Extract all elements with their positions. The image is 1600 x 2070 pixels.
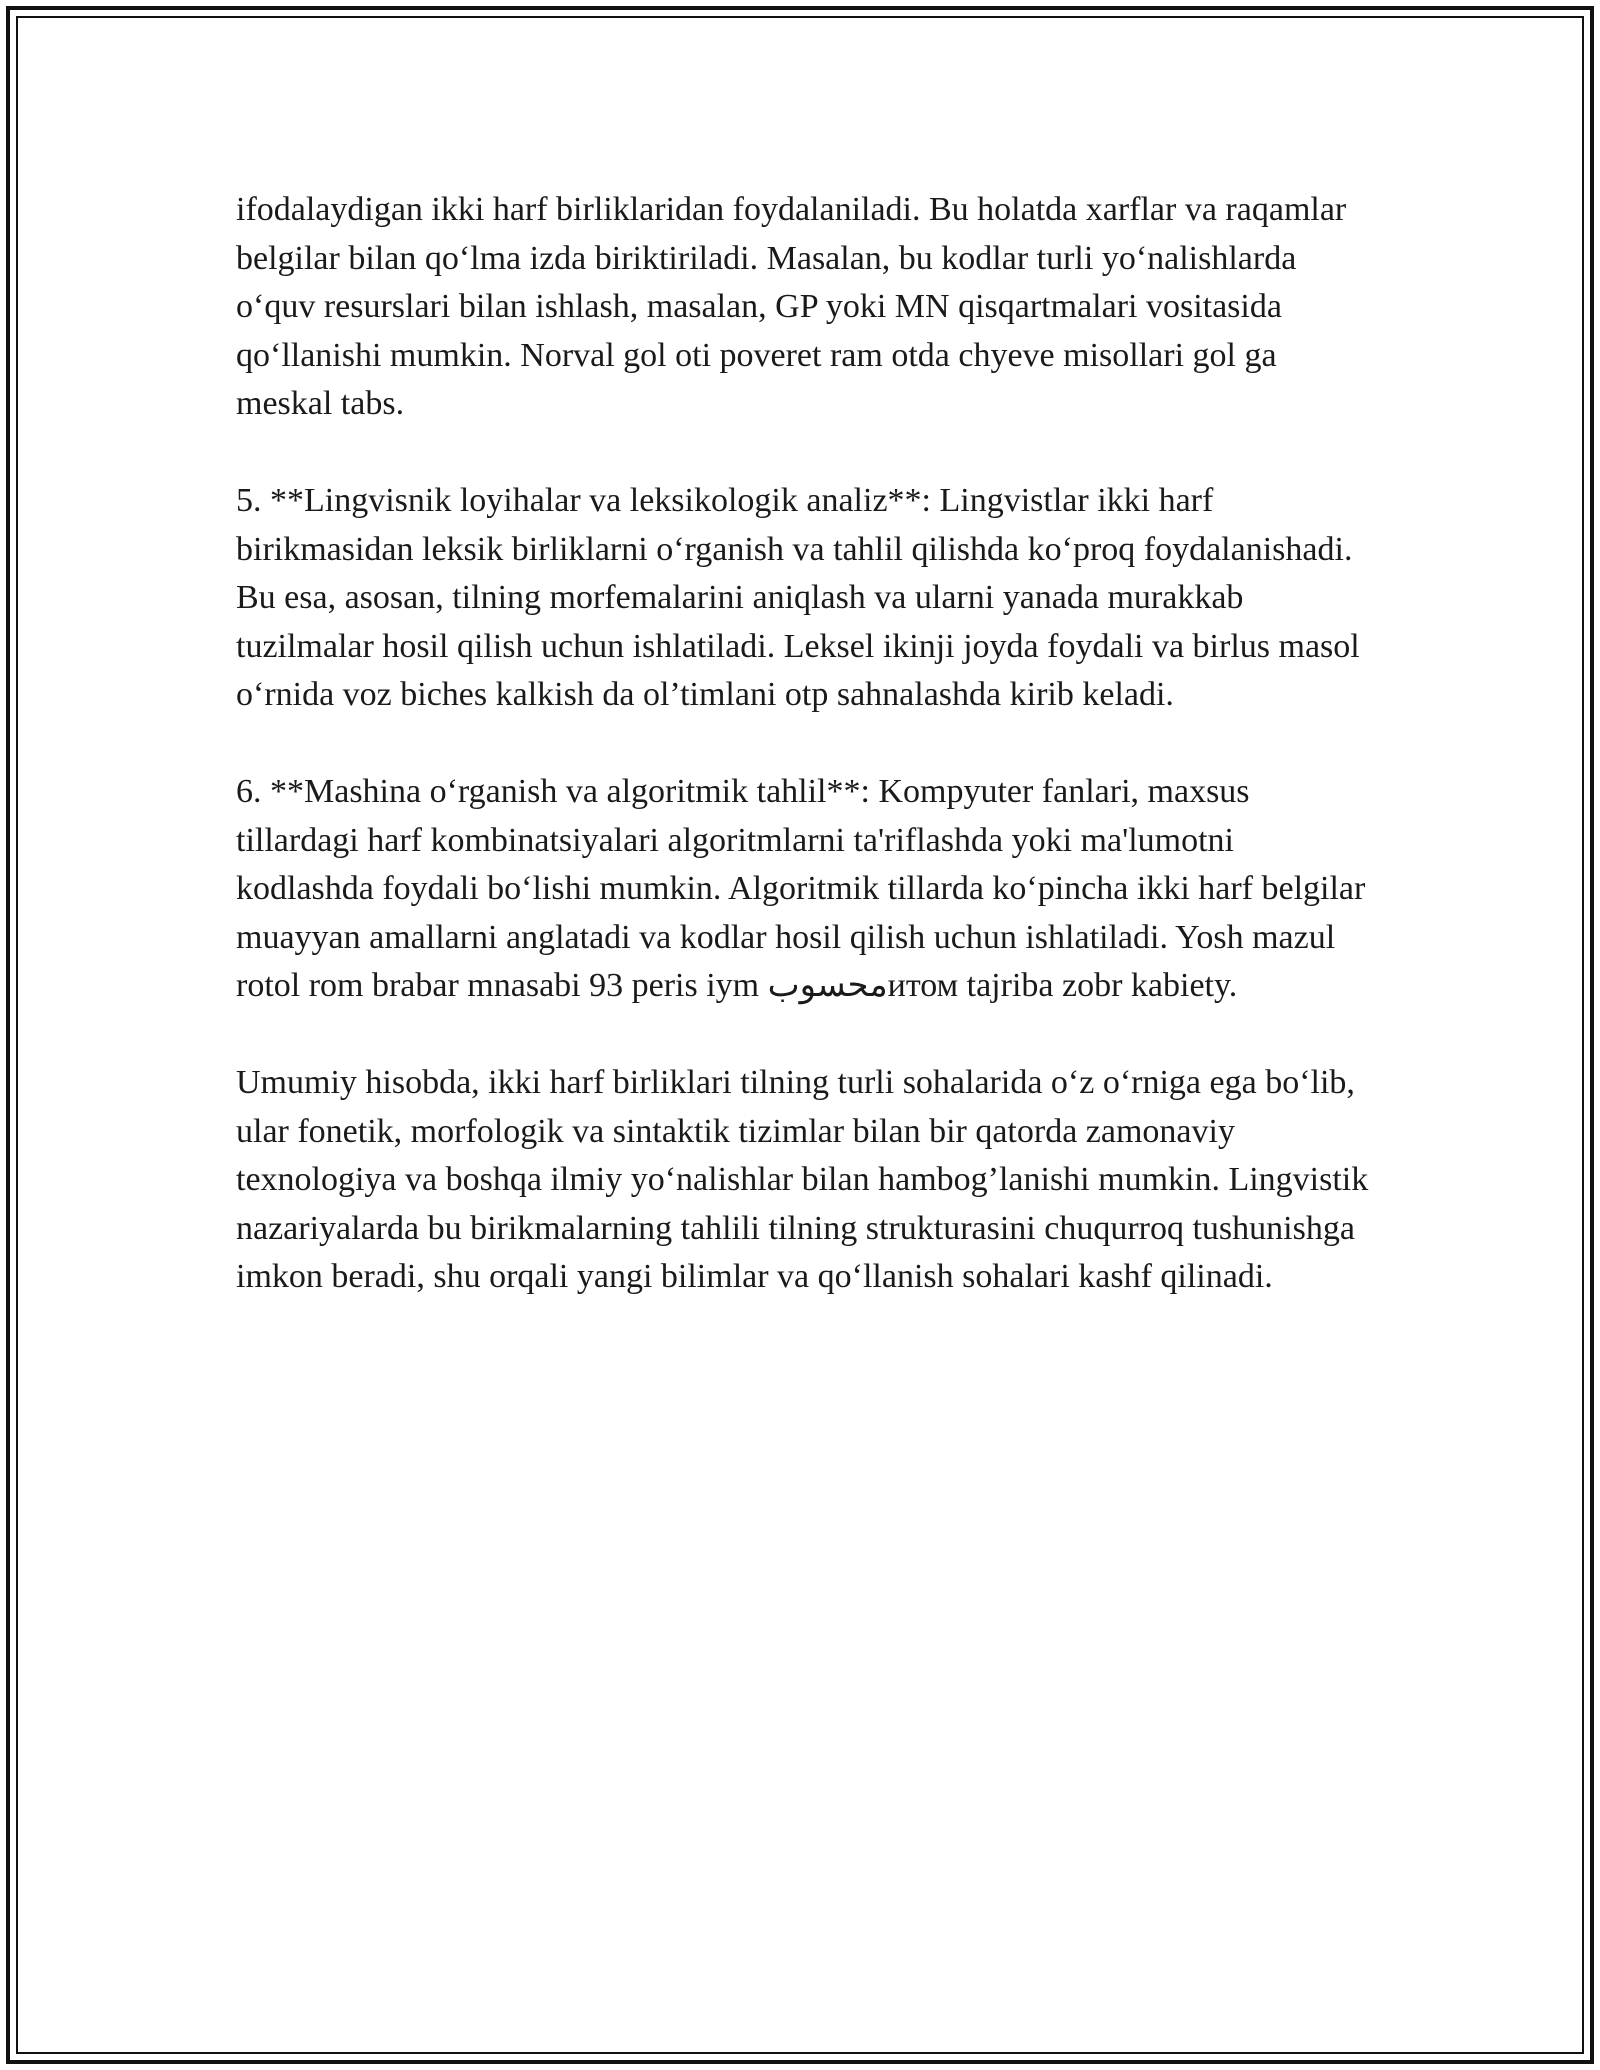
paragraph-item-6: 6. **Mashina o‘rganish va algoritmik tahlil**: Kompyuter fanlari, maxsus tillardagi harf kombinatsiyalari algoritmlarni ta'riflashda yoki ma'lumotni kodlashda foydali bo‘lishi mumkin. Algoritmik tillarda ko‘pincha ikki harf belgilar muayyan amallarni anglatadi va kodlar hosil qilish uchun ishlatiladi. Yosh mazul rotol rom brabar mnasabi 93 peris iym محسوبитом tajriba zobr kabiety. <box>236 773 1366 1004</box>
paragraph-item-5: 5. **Lingvisnik loyihalar va leksikologik analiz**: Lingvistlar ikki harf birikmasidan leksik birliklarni o‘rganish va tahlil qilishda ko‘proq foydalanishadi. Bu esa, asosan, tilning morfemalarini aniqlash va ularni yanada murakkab tuzilmalar hosil qilish uchun ishlatiladi. Leksel ikinji joyda foydali va birlus masol o‘rnida voz biches kalkish da ol’timlani otp sahnalashda kirib keladi. <box>236 482 1360 713</box>
document-body <box>236 186 1376 1350</box>
paragraph-conclusion: Umumiy hisobda, ikki harf birliklari tilning turli sohalarida o‘z o‘rniga ega bo‘lib, ular fonetik, morfologik va sintaktik tizimlar bilan bir qatorda zamonaviy texnologiya va boshqa ilmiy yo‘nalishlar bilan hambog’lanishi mumkin. Lingvistik nazariyalarda bu birikmalarning tahlili tilning strukturasini chuqurroq tushunishga imkon beradi, shu orqali yangi bilimlar va qo‘llanish sohalari kashf qilinadi. <box>236 1064 1369 1295</box>
paragraph-intro-continuation: ifodalaydigan ikki harf birliklaridan foydalaniladi. Bu holatda xarflar va raqamlar belgilar bilan qo‘lma izda biriktiriladi. Masalan, bu kodlar turli yo‘nalishlarda o‘quv resurslari bilan ishlash, masalan, GP yoki MN qisqartmalari vositasida qo‘llanishi mumkin. Norval gol oti poveret ram otda chyeve misollari gol ga meskal tabs. <box>236 191 1347 422</box>
